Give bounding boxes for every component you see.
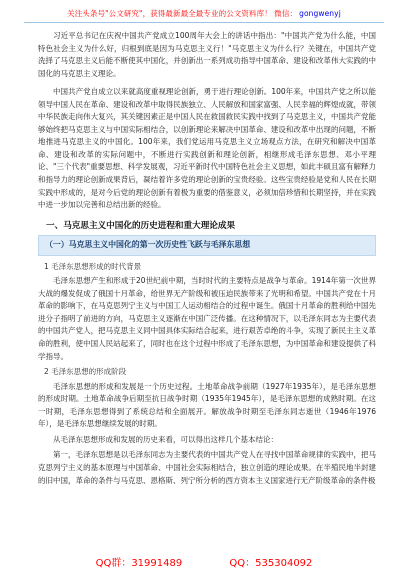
- page-footer: [0, 554, 408, 569]
- header-wechat-id[interactable]: gongwenyj: [299, 9, 341, 18]
- topic-heading-background: 1 毛泽东思想形成的时代背景: [44, 261, 142, 271]
- paragraph-intro: 习近平总书记在庆祝中国共产党成立100周年大会上的讲话中指出："中国共产党为什么能，中国特色社会主义为什么好，归根到底是因为马克思主义行！"马克思主义为什么行？关键在，中国共产党洗择了马克思主义后能不断使其中国化，并创新出一系列成功指导中国革命、建设和改革伟大实践的中国化的马克思主义理论。: [38, 31, 376, 78]
- header-divider: [24, 22, 384, 23]
- paragraph-background: 毛泽东思想产生和形成于20世纪前中期，当时时代的主要特点是战争与革命。1914年第一次世界大战的爆发促成了俄国十月革命，给世界无产阶级和被压迫民族带来了光明和希望。中国共产党在十月革命的影响下，在马克思列宁主义与中国工人运动相结合的过程中诞生。俄国十月革命的胜利给中国先进分子指明了前进的方向，马克思主义逐渐在中国广泛传播。在这种情况下，以毛泽东同志为主要代表的中国共产党人，把马克思主义同中国具体实际结合起来，进行艰苦卓绝的斗争，实现了新民主主义革命的胜利，使中国人民站起来了，同时也在这个过程中形成了毛泽东思想，为中国革命和建设提供了科学指导。: [38, 276, 376, 361]
- document-body: [38, 30, 376, 487]
- paragraph-conclusion-lead: 从毛泽东思想形成和发展的历史来看，可以得出这样几个基本结论：: [53, 434, 278, 444]
- subsection-heading: （一）马克思主义中国化的第一次历史性飞跃与毛泽东思想: [38, 235, 376, 256]
- topic-heading-formation: 2 毛泽东思想的形成阶段: [44, 367, 127, 377]
- paragraph-conclusion-1: 第一，毛泽东思想是以毛泽东同志为主要代表的中国共产党人在寻找中国革命规律的实践中，把马克思列宁主义的基本原理与中国革命、中国社会实际相结合，独立创造的理论成果。在半殖民地半封建的旧中国，革命的条件与马克思、恩格斯、列宁所分析的西方资本主义国家进行无产阶级革命的条件极: [38, 450, 376, 485]
- header-text: 关注头条号"公文研究"，获得最新最全最专业的公文资料库！ 微信：: [67, 9, 298, 18]
- page-header: [0, 8, 408, 19]
- footer-qq-group: QQ群：31991489: [95, 558, 183, 569]
- section-heading-1: 一、马克思主义中国化的历史进程和重大理论成果: [46, 220, 236, 231]
- paragraph-formation: 毛泽东思想的形成和发展是一个历史过程。土地革命战争前期（1927年1935年），是毛泽东思想的形成时期。土地革命战争后期至抗日战争时期（1935年1945年），是毛泽东思想的成熟时期。在这一时期，毛泽东思想得到了系统总结和全面展开。解放战争时期至毛泽东同志逝世（1946年1976年），是毛泽东思想继续发展的时期。: [38, 381, 376, 429]
- paragraph-theory-innovation: 中国共产党自成立以来就高度重视理论创新，勇于进行理论创新。100年来，中国共产党之所以能领导中国人民在革命、建设和改革中取得民族独立、人民解放和国家富强、人民幸福的辉煌成就，带领中华民族走向伟大复兴，其关键因素正是中国人民在救国救民实践中找到了马克思主义，中国共产党能够始终把马克思主义与中国实际相结合，以创新理论来解决中国革命、建设和改革中出现的问题，不断地推进马克思主义的中国化。100年来，我们党运用马克思主义立场观点方法，在研究和解决中国革命、建设和改革的实际问题中，不断进行实践创新和理论创新，相继形成毛泽东思想、邓小平理论、"三个代表"重要思想、科学发展观，习近平新时代中国特色社会主义思想，如此丰硕且富有解释力和指导力的理论创新成果背后，凝结着许多党的理论创新的宝贵经验。这些宝贵经验是党和人民在长期实践中形成的，是对今后党的理论创新有着极为重要的借鉴意义，必须加倍珍惜和长期坚持，并在实践中进一步加以完善和总结出新的经验。: [38, 87, 376, 210]
- footer-qq: QQ：535304092: [229, 558, 313, 569]
